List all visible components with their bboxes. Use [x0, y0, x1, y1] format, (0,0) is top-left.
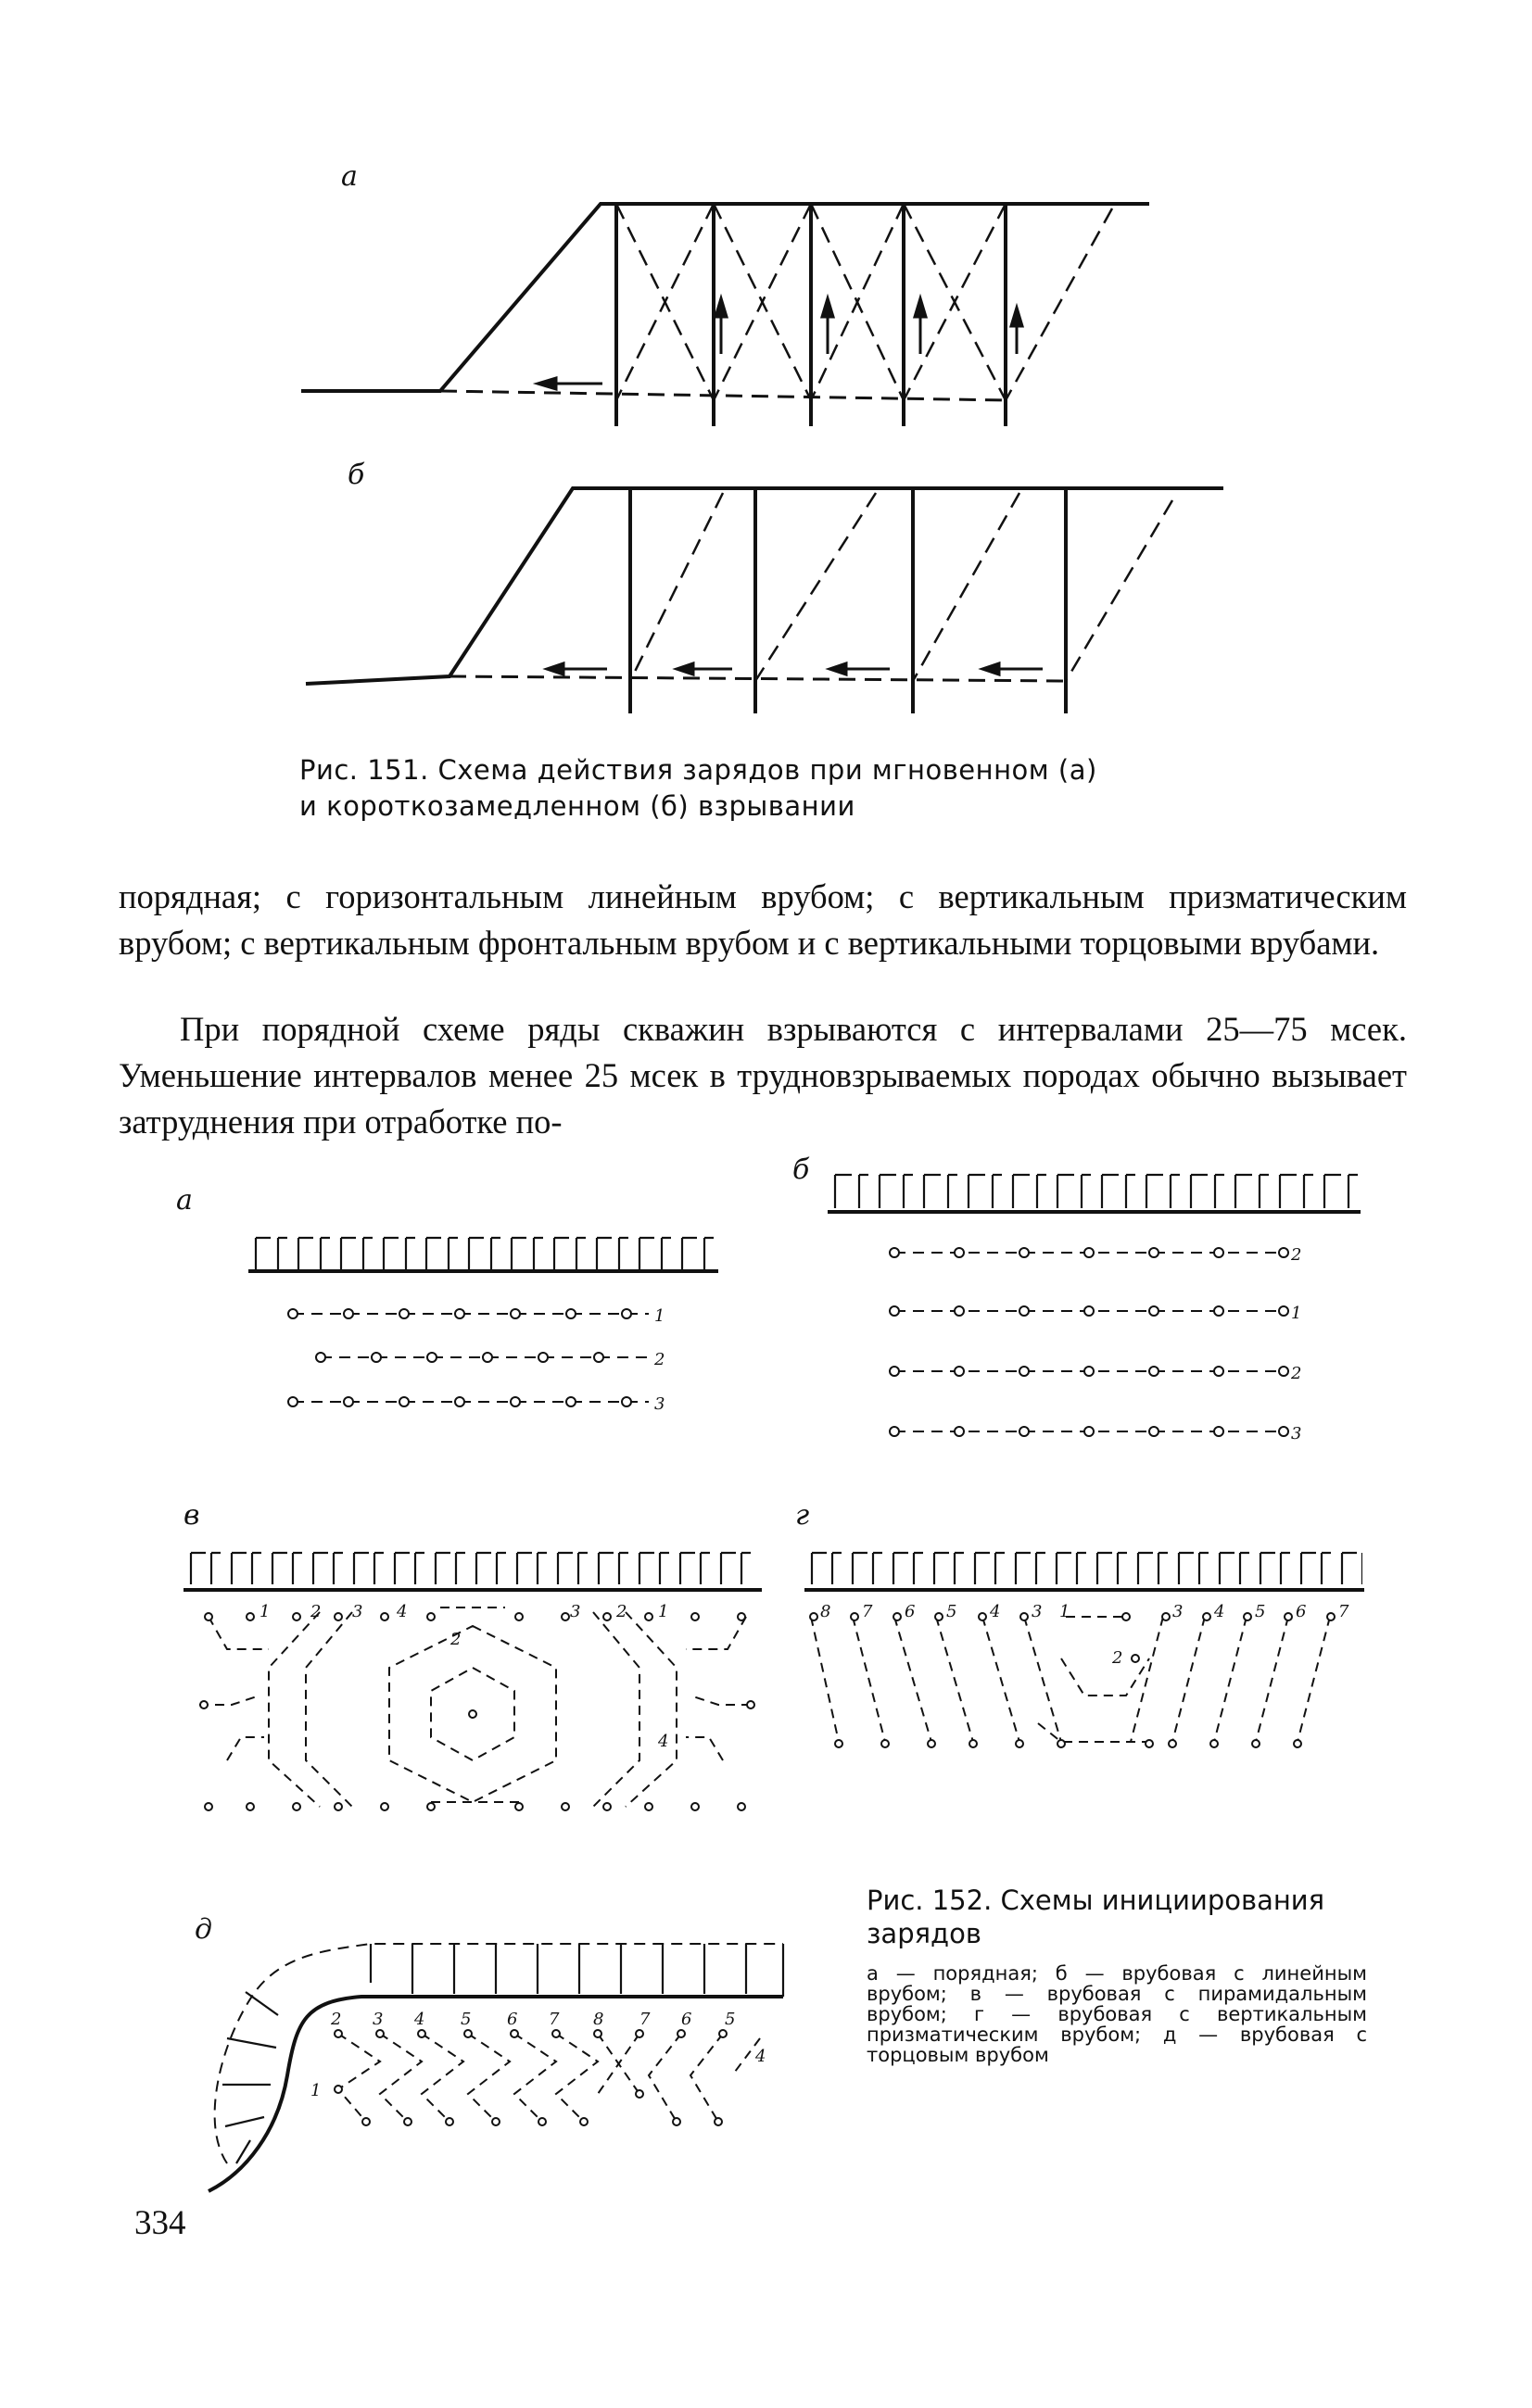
fig152g-lines: [811, 1617, 1330, 1742]
fig152g-number: 4: [990, 1602, 1001, 1621]
fig152-caption: [867, 1884, 1367, 2065]
fig152d-number: 5: [725, 2010, 736, 2029]
fig152g-number: 4: [1214, 1602, 1225, 1621]
fig152g-number: 3: [1032, 1602, 1043, 1621]
fig152d-number: 4: [755, 2047, 766, 2066]
fig152v-number: 4: [397, 1602, 408, 1621]
fig152v-number: 1: [658, 1602, 669, 1621]
fig152d-number: 1: [310, 2081, 322, 2100]
fig152d-face: [209, 1944, 783, 2191]
page-number: 334: [134, 2204, 186, 2242]
fig152-label-d: д: [195, 1913, 213, 1946]
fig152g-number: 1: [1059, 1602, 1070, 1621]
fig152v-number: 2: [616, 1602, 627, 1621]
fig152v-number: 4: [658, 1732, 669, 1751]
fig152g-number: 8: [820, 1602, 831, 1621]
fig152-label-g: г: [795, 1499, 810, 1532]
body-paragraph-2: При порядной схеме ряды скважин взрываются с интервалами 25—75 мсек. Уменьшение интервалов менее 25 мсек в трудновзрываемых породах обычно вызывает затруднения при отработке по-: [119, 1010, 1407, 1141]
fig152g-face: [804, 1549, 1364, 1590]
fig152d-number: 7: [549, 2010, 560, 2029]
fig152a-row-number: 2: [654, 1350, 665, 1369]
fig152d-number: 4: [414, 2010, 425, 2029]
fig152v-number: 2: [310, 1602, 322, 1621]
fig152v-number: 2: [450, 1630, 462, 1649]
fig152v-delay-numbers: [260, 1602, 668, 1751]
fig152a-row-number: 1: [654, 1306, 665, 1326]
fig152b-holes: [890, 1248, 1288, 1436]
fig152v-face: [184, 1549, 762, 1590]
fig152g-number: 5: [946, 1602, 957, 1621]
fig152a-face: [248, 1232, 718, 1271]
fig152-label-v: в: [184, 1499, 200, 1532]
fig152b-row-number: 3: [1291, 1424, 1302, 1444]
fig152v-holes: [200, 1613, 754, 1810]
fig152d-lines: [338, 2034, 760, 2122]
body-paragraph-1: порядная; с горизонтальным линейным врубом; с вертикальным призматическим врубом; с вертикальным фронтальным врубом и с вертикальными торцовыми врубами.: [119, 877, 1407, 962]
fig152b-row-number: 1: [1291, 1304, 1302, 1323]
fig152g-number: 6: [1296, 1602, 1307, 1621]
fig152b-row-number: 2: [1291, 1364, 1302, 1383]
fig152d-number: 5: [461, 2010, 472, 2029]
fig151-caption-line2: и короткозамедленном (б) взрывании: [299, 790, 855, 822]
fig152g-number: 6: [905, 1602, 916, 1621]
fig152d-number: 3: [373, 2010, 384, 2029]
fig152-label-b: б: [792, 1154, 810, 1186]
fig152-caption-title: Рис. 152. Схемы инициирования зарядов: [867, 1885, 1325, 1949]
fig152d-number: 6: [507, 2010, 518, 2029]
fig152a-row-number: 3: [654, 1394, 665, 1414]
fig152g-number: 7: [862, 1602, 873, 1621]
fig152v-number: 1: [260, 1602, 271, 1621]
fig152g-number: 3: [1172, 1602, 1184, 1621]
fig151-caption-line1: Рис. 151. Схема действия зарядов при мгновенном (а): [299, 754, 1097, 786]
fig152b-row-number: 2: [1291, 1245, 1302, 1265]
fig152b-face: [828, 1169, 1361, 1212]
fig151-label-b: б: [348, 459, 365, 491]
fig152d-number: 6: [681, 2010, 692, 2029]
fig152g-number: 5: [1255, 1602, 1266, 1621]
fig152g-number: 2: [1112, 1648, 1123, 1668]
fig152g-number: 7: [1338, 1602, 1349, 1621]
fig152v-lines: [199, 1607, 751, 1807]
fig152v-number: 3: [570, 1602, 581, 1621]
fig152d-number: 8: [593, 2010, 604, 2029]
fig152-label-a: а: [176, 1184, 193, 1217]
fig151-label-a: а: [341, 160, 358, 193]
fig152g-holes: [810, 1613, 1335, 1747]
fig152d-number: 2: [331, 2010, 342, 2029]
fig152v-number: 3: [352, 1602, 363, 1621]
fig152d-number: 7: [639, 2010, 651, 2029]
fig152-caption-legend: а — порядная; б — врубовая с линейным врубом; в — врубовая с пирамидальным врубом; г — врубовая с вертикальным призматическим врубом; д — врубовая с торцовым врубом: [867, 1962, 1367, 2066]
fig152b-rows: [894, 1253, 1284, 1431]
